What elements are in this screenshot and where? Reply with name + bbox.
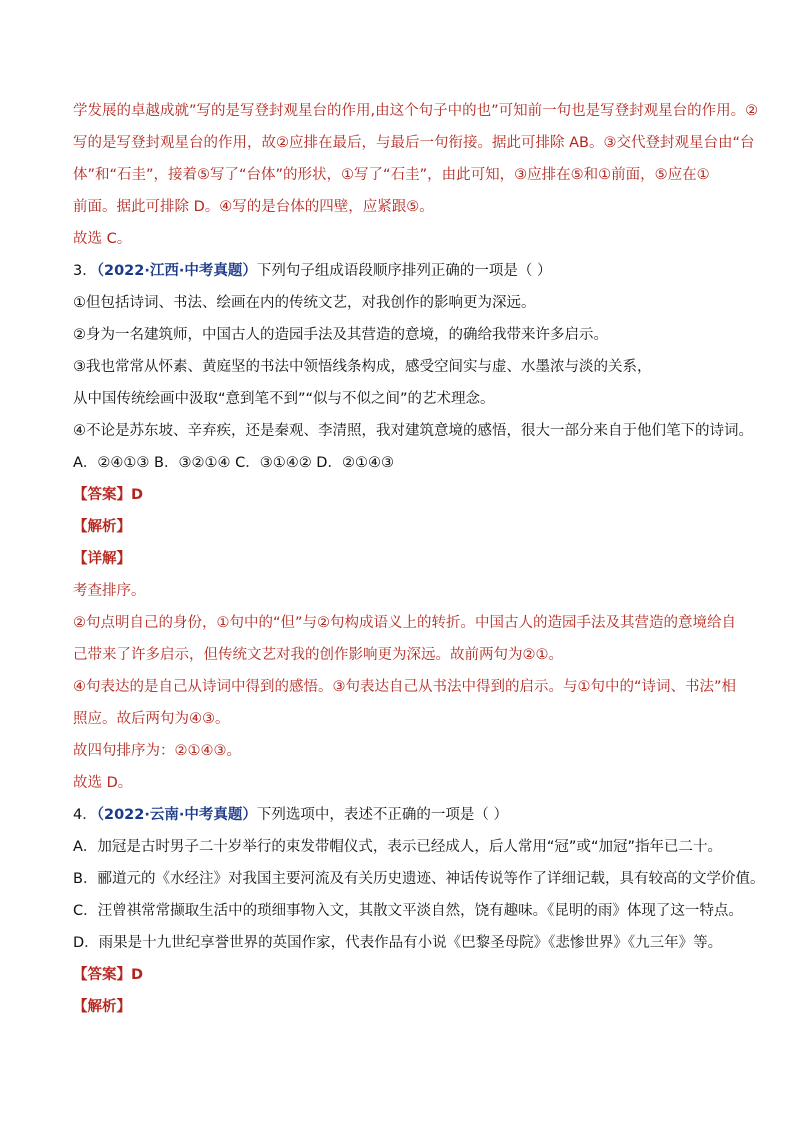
text-line: B．郦道元的《水经注》对我国主要河流及有关历史遗迹、神话传说等作了详细记载，具有较高的文学价值。 <box>73 871 765 887</box>
answer-label: 【解析】 <box>73 519 131 535</box>
answer-text-line: 故选 D。 <box>73 775 133 791</box>
text-line: ③我也常常从怀素、黄庭坚的书法中领悟线条构成，感受空间实与虚、水墨浓与淡的关系， <box>73 359 652 375</box>
answer-text-line: 体”和“石圭”，接着⑤写了“台体”的形状，①写了“石圭”，由此可知，③应排在⑤和①前面，⑤应在① <box>73 167 710 183</box>
question-stem <box>73 261 551 281</box>
answer-text-line: 己带来了许多启示，但传统文艺对我的创作影响更为深远。故前两句为②①。 <box>73 647 563 663</box>
text-line: D．雨果是十九世纪享誉世界的英国作家，代表作品有小说《巴黎圣母院》《悲惨世界》《九三年》等。 <box>73 935 723 951</box>
text-line: ①但包括诗词、书法、绘画在内的传统文艺，对我创作的影响更为深远。 <box>73 295 536 311</box>
answer-text-line: 前面。据此可排除 D。④写的是台体的四壁，应紧跟⑤。 <box>73 199 434 215</box>
text-line: A．加冠是古时男子二十岁举行的束发带帽仪式，表示已经成人，后人常用“冠”或“加冠”指年已二十。 <box>73 839 722 855</box>
answer-text-line: 学发展的卓越成就”写的是写登封观星台的作用,由这个句子中的也”可知前一句也是写登封观星台的作用。② <box>73 103 759 119</box>
text-line: ④不论是苏东坡、辛弃疾，还是秦观、李清照，我对建筑意境的感悟，很大一部分来自于他们笔下的诗词。 <box>73 423 753 439</box>
question-source: （2022·云南·中考真题） <box>96 807 257 823</box>
answer-text-line: 故四句排序为：②①④③。 <box>73 743 241 759</box>
question-text: 下列句子组成语段顺序排列正确的一项是（ ） <box>256 263 552 279</box>
text-line: 从中国传统绘画中汲取“意到笔不到”“似与不似之间”的艺术理念。 <box>73 391 495 407</box>
answer-text-line: 故选 C。 <box>73 231 132 247</box>
answer-label: 【答案】D <box>73 967 144 983</box>
answer-label: 【答案】D <box>73 487 144 503</box>
text-line: ②身为一名建筑师，中国古人的造园手法及其营造的意境，的确给我带来许多启示。 <box>73 327 608 343</box>
answer-label: 【解析】 <box>73 999 131 1015</box>
question-text: 下列选项中，表述不正确的一项是（ ） <box>256 807 508 823</box>
answer-text-line: 照应。故后两句为④③。 <box>73 711 230 727</box>
question-number: 3． <box>73 263 97 279</box>
answer-text-line: 写的是写登封观星台的作用，故②应排在最后，与最后一句衔接。据此可排除 AB。③交代登封观星台由“台 <box>73 135 755 151</box>
answer-text-line: ②句点明自己的身份，①句中的“但”与②句构成语义上的转折。中国古人的造园手法及其营造的意境给自 <box>73 615 737 631</box>
answer-label: 【详解】 <box>73 551 131 567</box>
question-number: 4． <box>73 807 97 823</box>
text-line: C．汪曾祺常常撷取生活中的琐细事物入文，其散文平淡自然，饶有趣味。《昆明的雨》体现了这一特点。 <box>73 903 743 919</box>
question-stem <box>73 805 508 825</box>
question-source: （2022·江西·中考真题） <box>96 263 257 279</box>
answer-text-line: 考查排序。 <box>73 583 146 599</box>
answer-text-line: ④句表达的是自己从诗词中得到的感悟。③句表达自己从书法中得到的启示。与①句中的“诗词、书法”相 <box>73 679 737 695</box>
text-line: A．②④①③ B．③②①④ C．③①④② D．②①④③ <box>73 455 394 471</box>
